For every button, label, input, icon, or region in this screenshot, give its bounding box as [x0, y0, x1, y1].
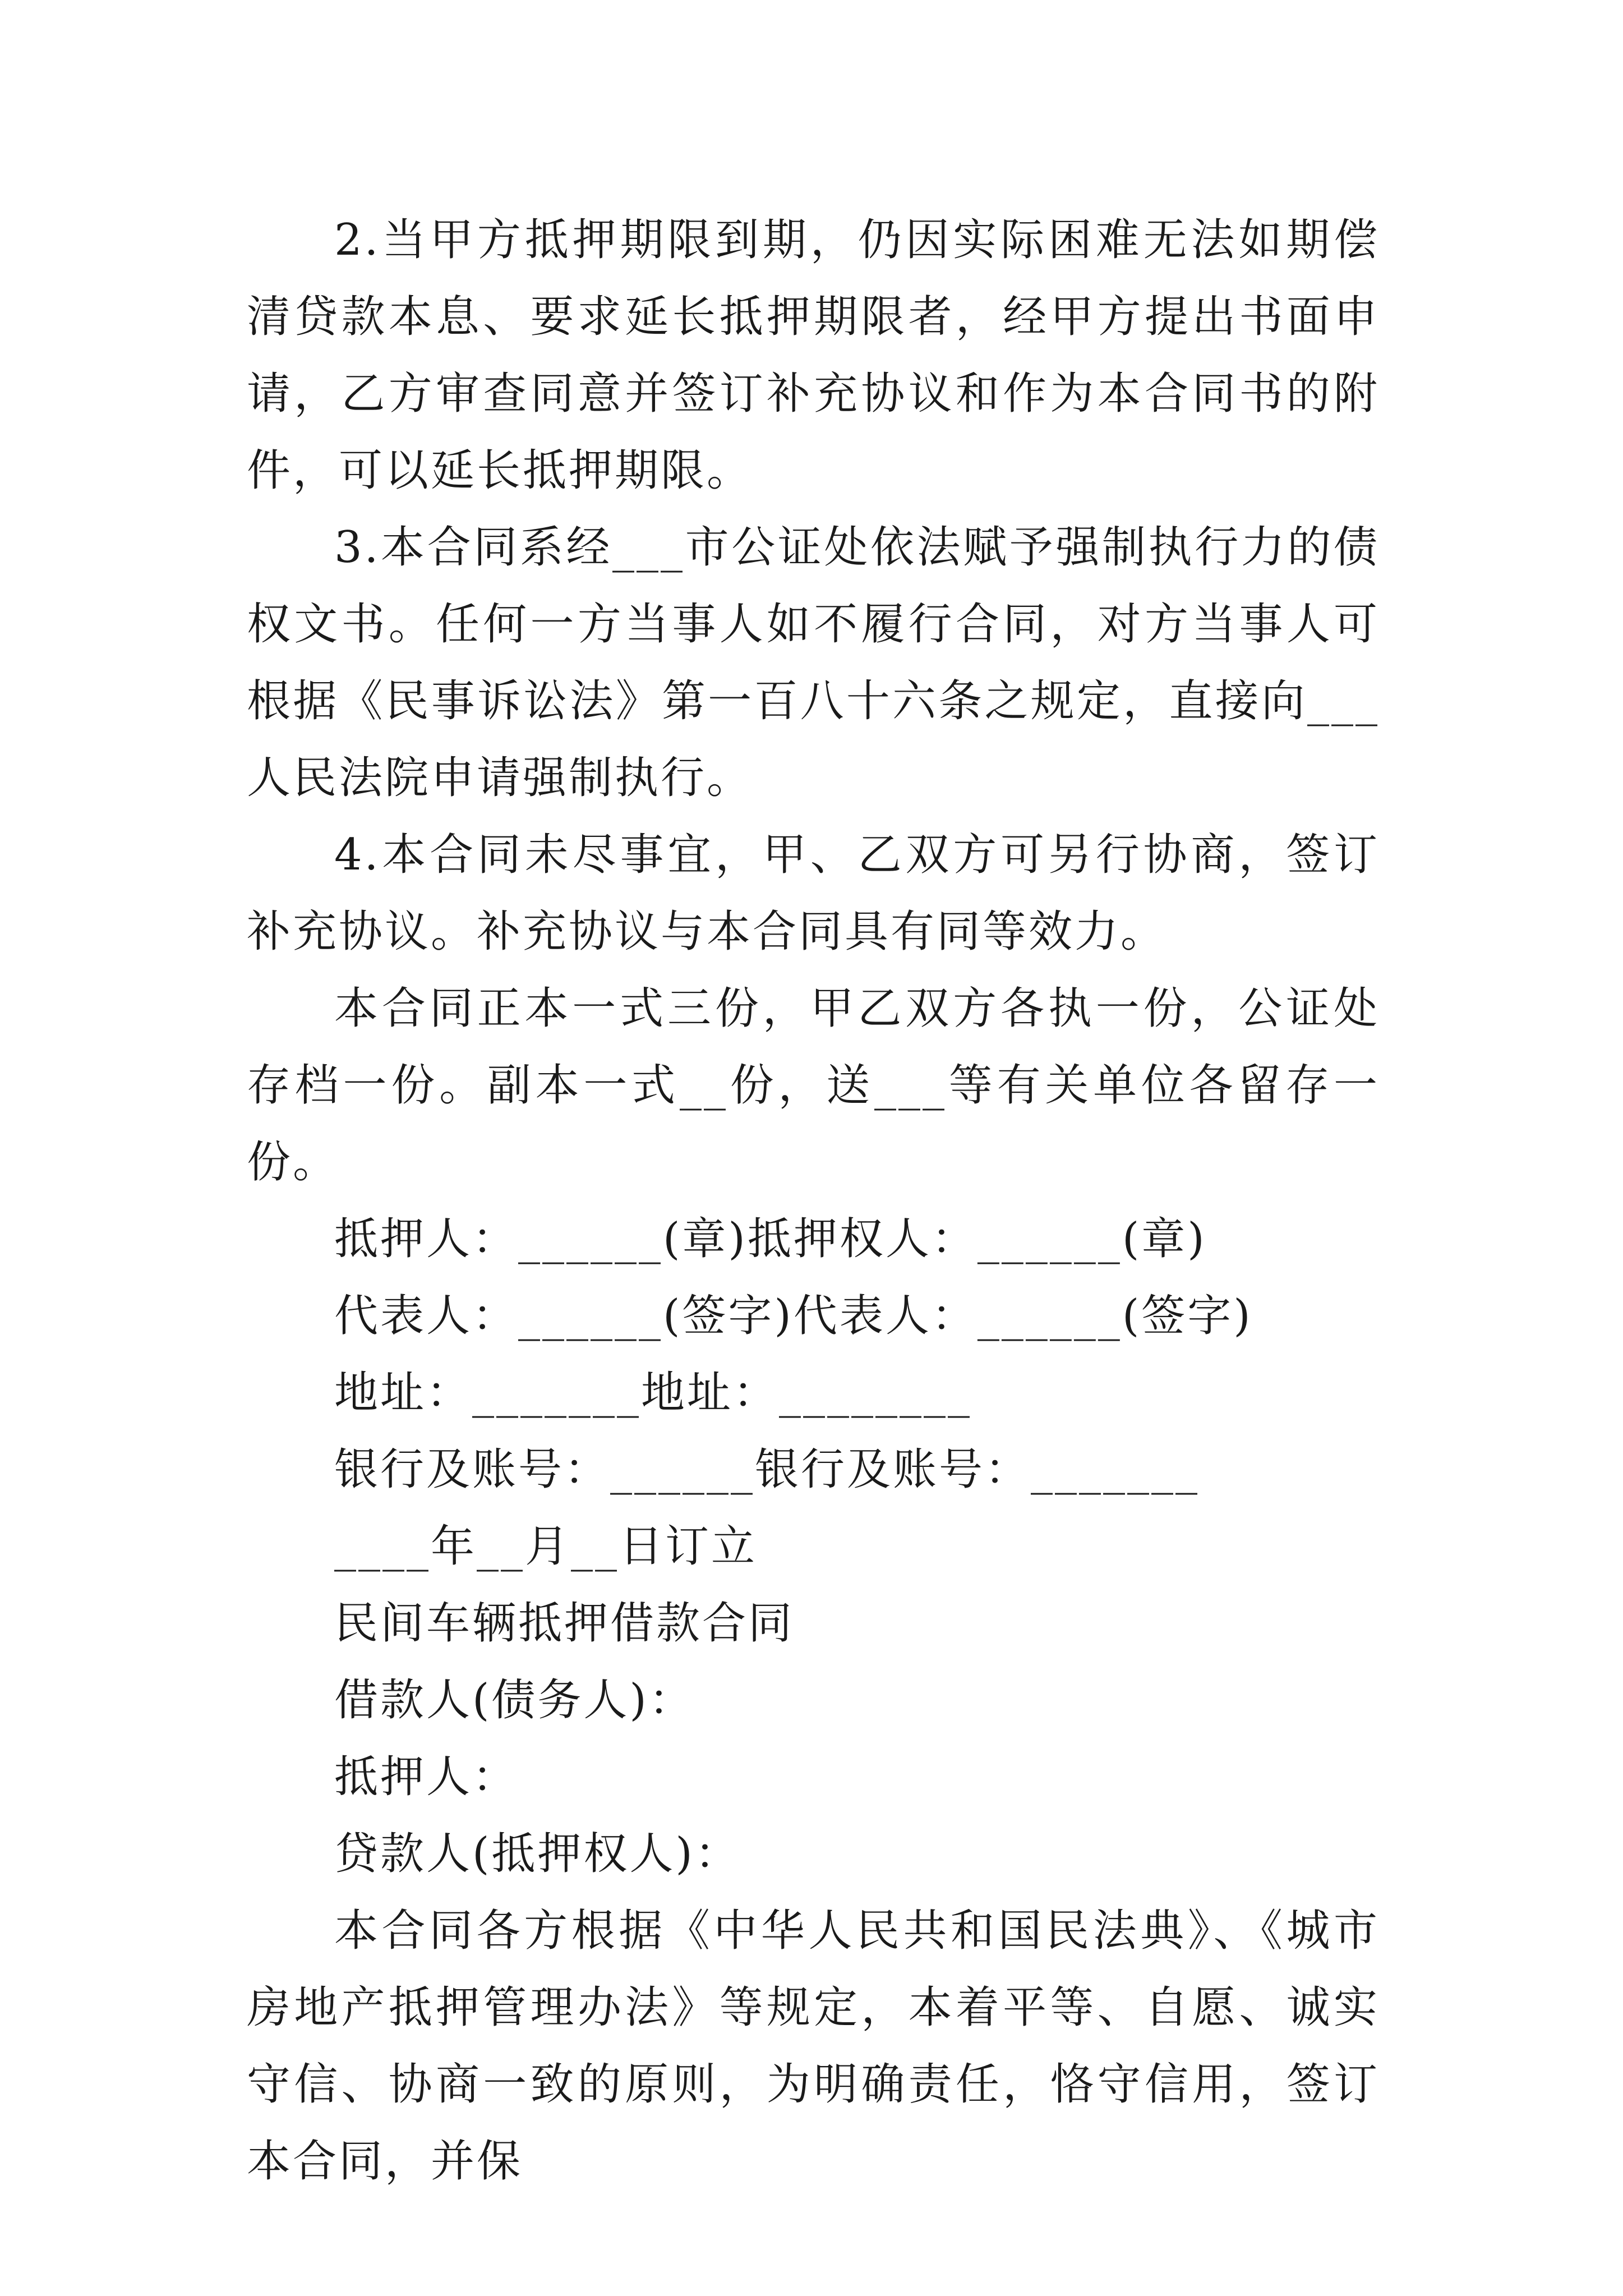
document-body	[247, 202, 1380, 2200]
representative-signature-line: 代表人：______(签字)代表人：______(签字)	[334, 1291, 1253, 1341]
clause-3-paragraph: 3.本合同系经___市公证处依法赋予强制执行力的债权文书。任何一方当事人如不履行合同，对方当事人可根据《民事诉讼法》第一百八十六条之规定，直接向___人民法院申请强制执行。	[247, 522, 1380, 803]
preamble-paragraph: 本合同各方根据《中华人民共和国民法典》、《城市房地产抵押管理办法》等规定，本着平等、自愿、诚实守信、协商一致的原则，为明确责任，恪守信用，签订本合同，并保	[247, 1906, 1380, 2187]
copies-paragraph: 本合同正本一式三份，甲乙双方各执一份，公证处存档一份。副本一式__份，送___等有关单位各留存一份。	[247, 983, 1380, 1188]
clause-2-paragraph: 2.当甲方抵押期限到期，仍因实际困难无法如期偿清贷款本息、要求延长抵押期限者，经甲方提出书面申请，乙方审查同意并签订补充协议和作为本合同书的附件，可以延长抵押期限。	[247, 215, 1380, 496]
borrower-line: 借款人(债务人)：	[334, 1675, 695, 1726]
address-line: 地址：_______地址：________	[334, 1368, 972, 1418]
mortgagor-line: 抵押人：	[334, 1752, 519, 1802]
contract-title: 民间车辆抵押借款合同	[334, 1598, 795, 1649]
bank-account-line: 银行及账号：______银行及账号：_______	[334, 1444, 1200, 1495]
clause-4-paragraph: 4.本合同未尽事宜，甲、乙双方可另行协商，签订补充协议。补充协议与本合同具有同等效力。	[247, 830, 1380, 957]
date-line: ____年__月__日订立	[334, 1521, 758, 1572]
mortgagor-seal-line: 抵押人：______(章)抵押权人：______(章)	[334, 1214, 1207, 1264]
lender-line: 贷款人(抵押权人)：	[334, 1829, 741, 1879]
